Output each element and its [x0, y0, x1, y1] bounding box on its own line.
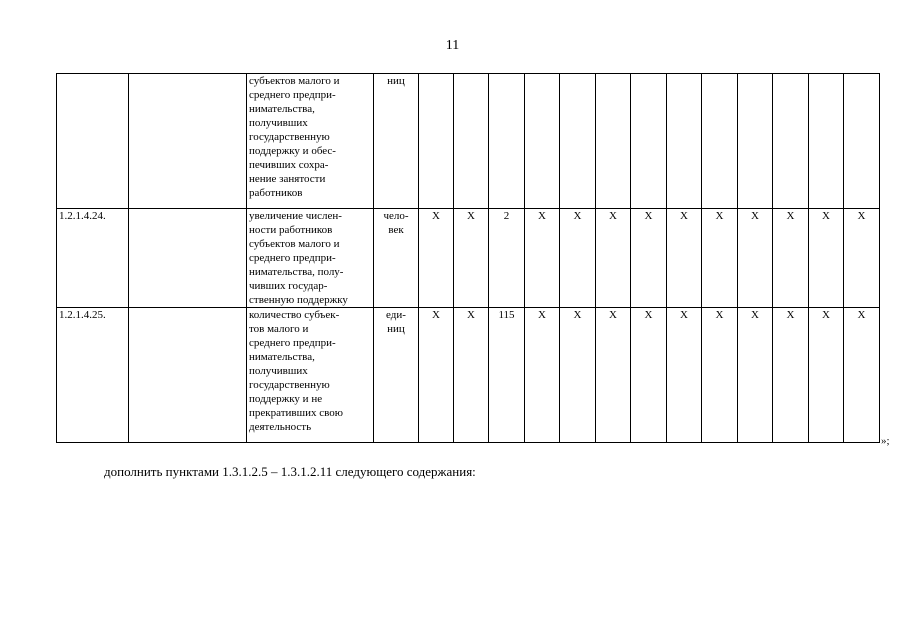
value-cell: Х	[631, 308, 667, 443]
value-cell: 115	[489, 308, 525, 443]
value-cell: Х	[738, 209, 773, 308]
closing-quote-mark: »;	[881, 435, 890, 447]
value-cell	[844, 74, 880, 209]
value-cell: Х	[773, 308, 809, 443]
value-cell: Х	[454, 209, 489, 308]
value-cell: Х	[525, 209, 560, 308]
value-cell: 2	[489, 209, 525, 308]
value-cell: Х	[702, 308, 738, 443]
amendment-paragraph: дополнить пунктами 1.3.1.2.5 – 1.3.1.2.11 следующего содержания:	[104, 464, 476, 479]
value-cell	[809, 74, 844, 209]
value-cell	[631, 74, 667, 209]
value-cell: Х	[809, 209, 844, 308]
program-name-cell	[129, 74, 247, 209]
page-number: 11	[445, 38, 460, 53]
value-cell: Х	[702, 209, 738, 308]
value-cell	[738, 74, 773, 209]
value-cell	[560, 74, 596, 209]
value-cell: Х	[419, 209, 454, 308]
table-row	[57, 209, 880, 308]
unit-label: ниц	[387, 75, 405, 87]
indicator-description: увеличение числен- ности работников субъектов малого и среднего предпри- нимательства, полу- чивших государ- ственную поддержку	[249, 210, 348, 306]
row-number-cell: 1.2.1.4.24.	[57, 209, 129, 308]
value-cell	[419, 74, 454, 209]
indicator-description-cell	[247, 308, 374, 443]
indicator-description-cell	[247, 74, 374, 209]
value-cell: Х	[454, 308, 489, 443]
unit-cell	[374, 74, 419, 209]
program-name-cell	[129, 209, 247, 308]
value-cell: Х	[667, 209, 702, 308]
value-cell: Х	[560, 308, 596, 443]
value-cell: Х	[844, 308, 880, 443]
value-cell: Х	[809, 308, 844, 443]
value-cell: Х	[596, 209, 631, 308]
unit-cell	[374, 209, 419, 308]
table-row	[57, 308, 880, 443]
indicator-description: количество субъек- тов малого и среднего предпри- нимательства, получивших государственную поддержку и не прекративших свою деятельность	[249, 309, 343, 433]
indicator-description: субъектов малого и среднего предпри- нимательства, получивших государственную поддержку и обес- печивших сохра- нение занятости работников	[249, 75, 340, 199]
row-number-cell: 1.2.1.4.25.	[57, 308, 129, 443]
row-number-cell	[57, 74, 129, 209]
value-cell: Х	[560, 209, 596, 308]
value-cell	[702, 74, 738, 209]
value-cell: Х	[596, 308, 631, 443]
value-cell	[596, 74, 631, 209]
value-cell: Х	[773, 209, 809, 308]
value-cell	[454, 74, 489, 209]
value-cell: Х	[525, 308, 560, 443]
value-cell	[525, 74, 560, 209]
value-cell: Х	[667, 308, 702, 443]
unit-cell	[374, 308, 419, 443]
unit-label: еди- ниц	[386, 309, 406, 335]
value-cell: Х	[419, 308, 454, 443]
value-cell	[667, 74, 702, 209]
unit-label: чело- век	[383, 210, 409, 236]
indicator-table	[56, 73, 880, 443]
value-cell	[489, 74, 525, 209]
value-cell: Х	[738, 308, 773, 443]
indicator-description-cell	[247, 209, 374, 308]
program-name-cell	[129, 308, 247, 443]
table-row	[57, 74, 880, 209]
value-cell	[773, 74, 809, 209]
value-cell: Х	[844, 209, 880, 308]
value-cell: Х	[631, 209, 667, 308]
